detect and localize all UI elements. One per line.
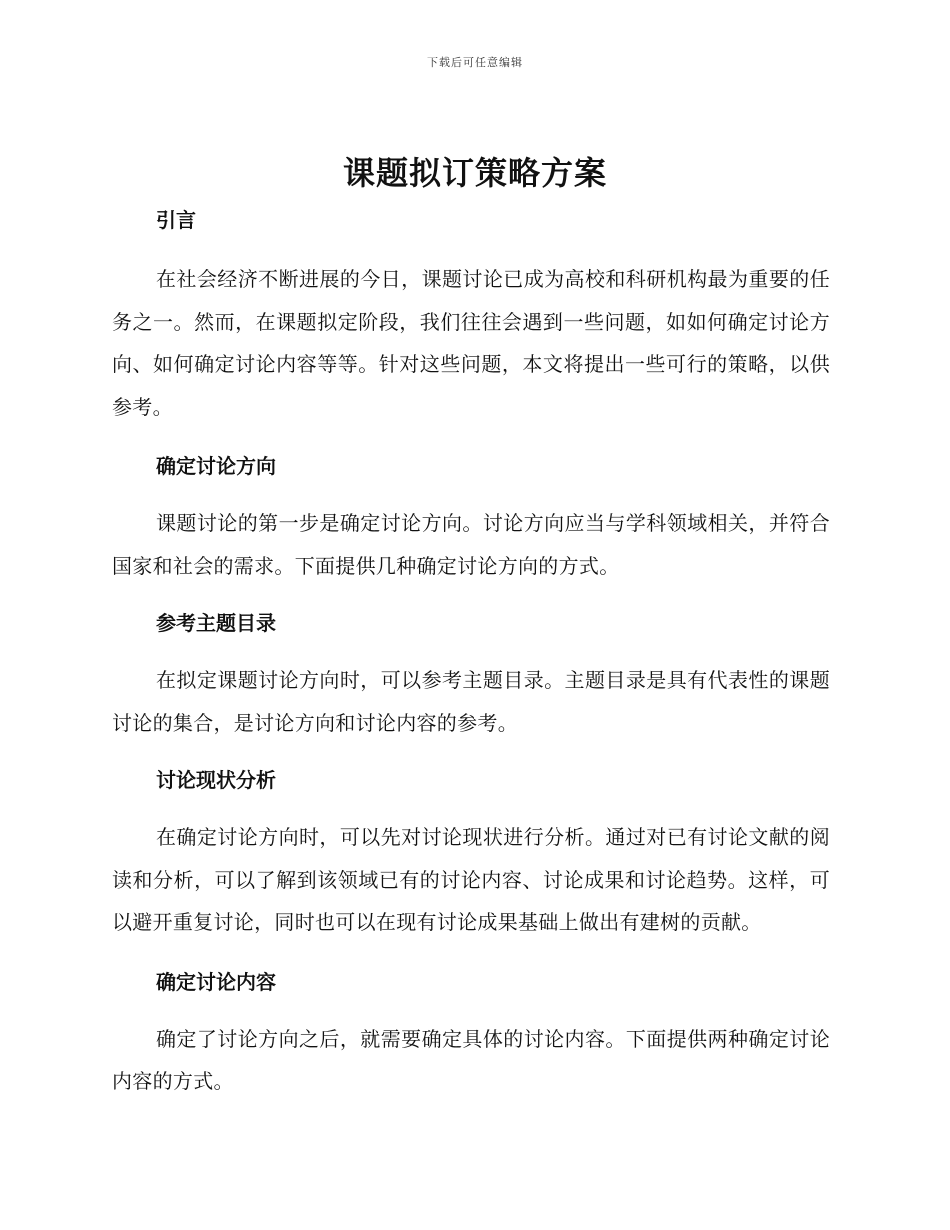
section-paragraph-status-analysis: 在确定讨论方向时，可以先对讨论现状进行分析。通过对已有讨论文献的阅读和分析，可以了解到该领域已有的讨论内容、讨论成果和讨论趋势。这样，可以避开重复讨论，同时也可以在现有讨论成果基础上做出有建树的贡献。 <box>112 825 830 934</box>
section-paragraph-content: 确定了讨论方向之后，就需要确定具体的讨论内容。下面提供两种确定讨论内容的方式。 <box>112 1026 830 1093</box>
section-paragraph-intro: 在社会经济不断进展的今日，课题讨论已成为高校和科研机构最为重要的任务之一。然而，在课题拟定阶段，我们往往会遇到一些问题，如如何确定讨论方向、如何确定讨论内容等等。针对这些问题，本文将提出一些可行的策略，以供参考。 <box>112 267 830 419</box>
document-body <box>112 206 830 1103</box>
document-title: 课题拟订策略方案 <box>342 154 607 192</box>
section-heading-status-analysis: 讨论现状分析 <box>156 768 276 792</box>
section-heading-topic-catalog: 参考主题目录 <box>156 611 276 635</box>
section-paragraph-topic-catalog: 在拟定课题讨论方向时，可以参考主题目录。主题目录是具有代表性的课题讨论的集合，是讨论方向和讨论内容的参考。 <box>112 668 830 735</box>
section-heading-direction: 确定讨论方向 <box>156 454 276 478</box>
section-heading-content: 确定讨论内容 <box>156 969 276 994</box>
page-header-note: 下载后可任意编辑 <box>427 56 523 69</box>
section-paragraph-direction: 课题讨论的第一步是确定讨论方向。讨论方向应当与学科领域相关，并符合国家和社会的需求。下面提供几种确定讨论方向的方式。 <box>112 511 830 578</box>
section-heading-intro: 引言 <box>156 208 196 232</box>
